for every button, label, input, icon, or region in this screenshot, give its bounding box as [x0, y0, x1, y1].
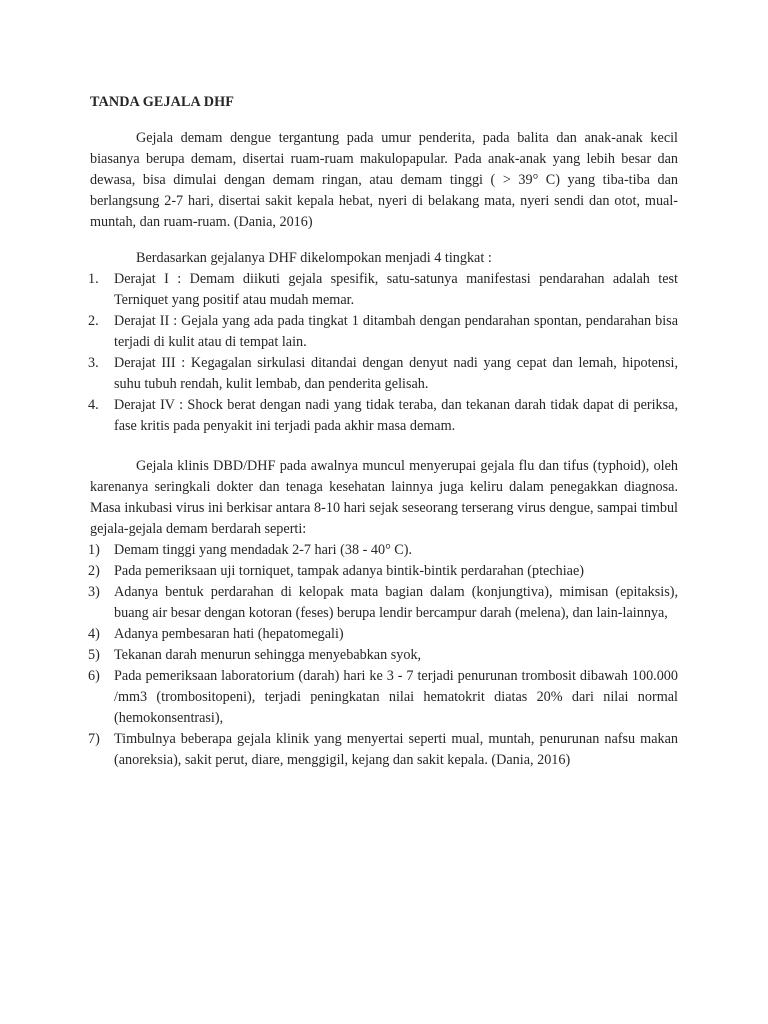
- list-item: [90, 269, 678, 311]
- paragraph-symptoms-intro: Gejala demam dengue tergantung pada umur penderita, pada balita dan anak-anak kecil biasanya berupa demam, disertai ruam-ruam makulopapular. Pada anak-anak yang lebih besar dan dewasa, bisa dimulai dengan demam ringan, atau demam tinggi ( > 39° C) yang tiba-tiba dan berlangsung 2-7 hari, disertai sakit kepala hebat, nyeri di belakang mata, nyeri sendi dan otot, mual-muntah, dan ruam-ruam. (Dania, 2016): [90, 130, 678, 230]
- list-item-text: Demam tinggi yang mendadak 2-7 hari (38 - 40° C).: [114, 542, 413, 558]
- list-item-text: Pada pemeriksaan laboratorium (darah) hari ke 3 - 7 terjadi penurunan trombosit dibawah 100.000 /mm3 (trombositopeni), terjadi peningkatan nilai hematokrit diatas 20% dari nilai normal (hemokonsentrasi),: [114, 668, 678, 726]
- symptoms-list: [90, 540, 678, 771]
- document-page: [90, 92, 678, 771]
- list-number: 4.: [88, 397, 99, 413]
- list-item: [90, 582, 678, 624]
- list-number: 4): [88, 626, 100, 642]
- list-item: [90, 311, 678, 353]
- list-number: 2.: [88, 313, 99, 329]
- paragraph-clinical-symptoms: Gejala klinis DBD/DHF pada awalnya muncul menyerupai gejala flu dan tifus (typhoid), oleh karenanya seringkali dokter dan tenaga kesehatan lainnya juga keliru dalam penegakkan diagnosa. Masa inkubasi virus ini berkisar antara 8-10 hari sejak seseorang terserang virus dengue, sampai timbul gejala-gejala demam berdarah seperti:: [90, 458, 678, 537]
- list-number: 2): [88, 563, 100, 579]
- list-item-text: Derajat II : Gejala yang ada pada tingkat 1 ditambah dengan pendarahan spontan, pendarahan bisa terjadi di kulit atau di tempat lain.: [114, 313, 678, 350]
- list-number: 7): [88, 731, 100, 747]
- list-item-text: Tekanan darah menurun sehingga menyebabkan syok,: [114, 647, 422, 663]
- list-item: [90, 395, 678, 437]
- list-item-text: Pada pemeriksaan uji torniquet, tampak adanya bintik-bintik perdarahan (ptechiae): [114, 563, 584, 579]
- list-number: 1.: [88, 271, 99, 287]
- list-item: [90, 666, 678, 729]
- list-item: [90, 729, 678, 771]
- list-item-text: Adanya pembesaran hati (hepatomegali): [114, 626, 344, 642]
- list-item-text: Derajat IV : Shock berat dengan nadi yang tidak teraba, dan tekanan darah tidak dapat di periksa, fase kritis pada penyakit ini terjadi pada akhir masa demam.: [114, 397, 678, 434]
- list-item: [90, 540, 678, 561]
- list-item-text: Derajat III : Kegagalan sirkulasi ditandai dengan denyut nadi yang cepat dan lemah, hipotensi, suhu tubuh rendah, kulit lembab, dan penderita gelisah.: [114, 355, 678, 392]
- document-title: TANDA GEJALA DHF: [90, 94, 235, 110]
- list-item-text: Adanya bentuk perdarahan di kelopak mata bagian dalam (konjungtiva), mimisan (epitaksis), buang air besar dengan kotoran (feses) berupa lendir bercampur darah (melena), dan lain-lainnya,: [114, 584, 678, 621]
- list-number: 5): [88, 647, 100, 663]
- list-item: [90, 624, 678, 645]
- list-item: [90, 353, 678, 395]
- list-item-text: Derajat I : Demam diikuti gejala spesifik, satu-satunya manifestasi pendarahan adalah test Terniquet yang positif atau mudah memar.: [114, 271, 678, 308]
- list-item-text: Timbulnya beberapa gejala klinik yang menyertai seperti mual, muntah, penurunan nafsu makan (anoreksia), sakit perut, diare, menggigil, kejang dan sakit kepala. (Dania, 2016): [114, 731, 678, 768]
- list-number: 1): [88, 542, 100, 558]
- paragraph-levels-intro: Berdasarkan gejalanya DHF dikelompokan menjadi 4 tingkat :: [136, 250, 492, 266]
- list-item: [90, 645, 678, 666]
- list-number: 3.: [88, 355, 99, 371]
- list-number: 3): [88, 584, 100, 600]
- list-item: [90, 561, 678, 582]
- levels-list: [90, 269, 678, 437]
- list-number: 6): [88, 668, 100, 684]
